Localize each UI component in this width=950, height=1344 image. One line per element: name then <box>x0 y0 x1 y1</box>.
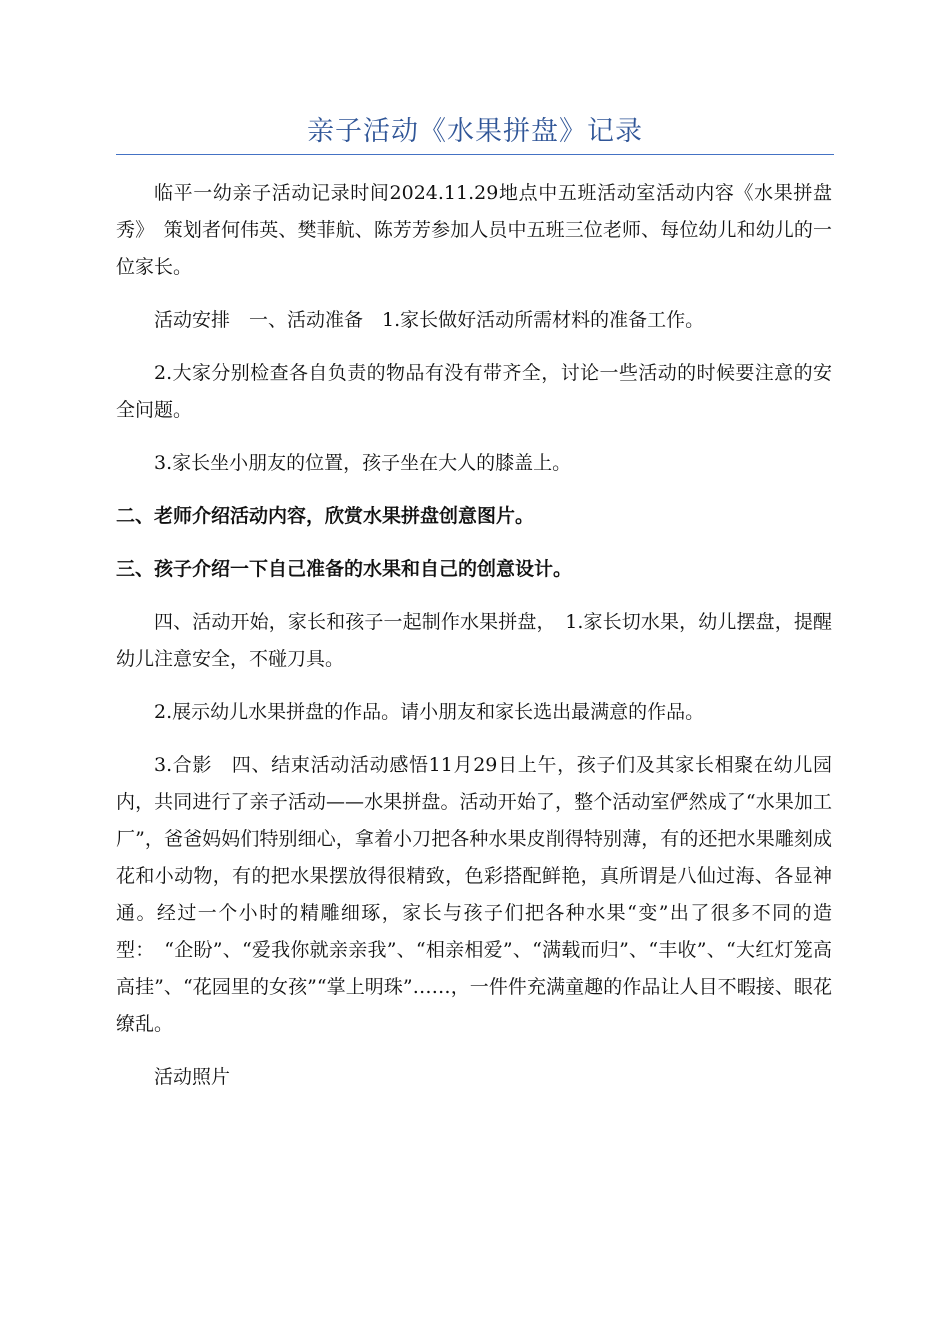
paragraph-step-2: 2.大家分别检查各自负责的物品有没有带齐全，讨论一些活动的时候要注意的安全问题。 <box>116 362 832 421</box>
title-underline <box>116 154 834 155</box>
paragraph-step-3: 3.家长坐小朋友的位置，孩子坐在大人的膝盖上。 <box>154 452 572 474</box>
paragraph-intro: 临平一幼亲子活动记录时间2024.11.29地点中五班活动室活动内容《水果拼盘秀》 策划者何伟英、樊菲航、陈芳芳参加人员中五班三位老师、每位幼儿和幼儿的一位家长。 <box>116 182 832 278</box>
heading-section-3: 三、孩子介绍一下自己准备的水果和自己的创意设计。 <box>116 558 573 580</box>
heading-section-2: 二、老师介绍活动内容，欣赏水果拼盘创意图片。 <box>116 505 535 527</box>
paragraph-showcase: 2.展示幼儿水果拼盘的作品。请小朋友和家长选出最满意的作品。 <box>154 701 705 723</box>
paragraph-photos-label: 活动照片 <box>154 1066 231 1088</box>
paragraph-reflection: 3.合影 四、结束活动活动感悟11月29日上午，孩子们及其家长相聚在幼儿园内，共同进行了亲子活动——水果拼盘。活动开始了，整个活动室俨然成了“水果加工厂”，爸爸妈妈们特别细心，拿着小刀把各种水果皮削得特别薄，有的还把水果雕刻成花和小动物，有的把水果摆放得很精致，色彩搭配鲜艳，真所谓是八仙过海、各显神通。经过一个小时的精雕细琢，家长与孩子们把各种水果“变”出了很多不同的造型： “企盼”、“爱我你就亲亲我”、“相亲相爱”、“满载而归”、“丰收”、“大红灯笼高高挂”、“花园里的女孩”“掌上明珠”……，一件件充满童趣的作品让人目不暇接、眼花缭乱。 <box>116 754 832 1035</box>
paragraph-section-4: 四、活动开始，家长和孩子一起制作水果拼盘， 1.家长切水果，幼儿摆盘，提醒幼儿注意安全，不碰刀具。 <box>116 611 832 670</box>
document-body <box>116 175 832 1112</box>
paragraph-arrangement: 活动安排 一、活动准备 1.家长做好活动所需材料的准备工作。 <box>154 309 705 331</box>
document-title: 亲子活动《水果拼盘》记录 <box>307 116 643 147</box>
